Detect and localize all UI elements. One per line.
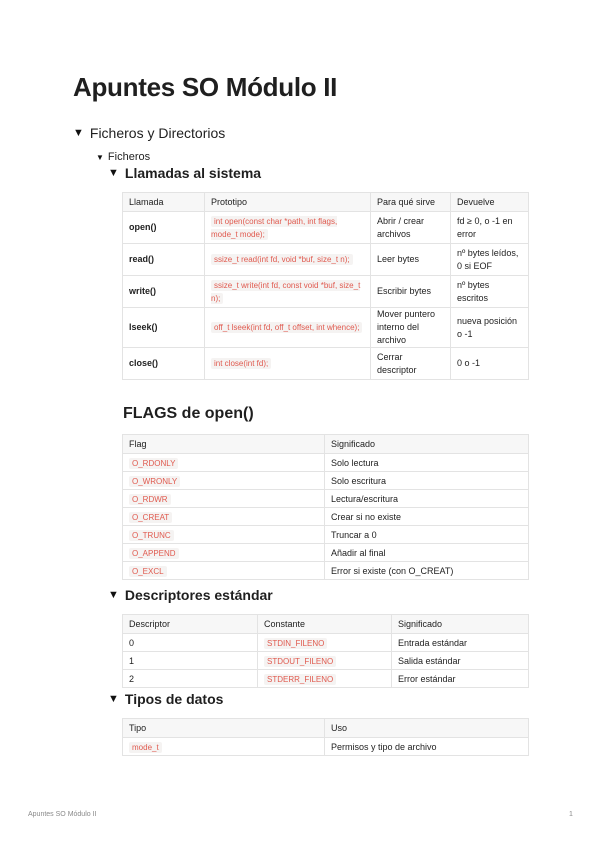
constant-code: STDOUT_FILENO <box>264 656 336 667</box>
descriptor-number: 2 <box>123 670 258 688</box>
purpose-text: Abrir / crear archivos <box>371 212 451 244</box>
column-header: Flag <box>123 435 325 454</box>
page-title: Apuntes SO Módulo II <box>73 72 338 102</box>
column-header: Prototipo <box>205 193 371 212</box>
descriptor-meaning: Entrada estándar <box>392 634 529 652</box>
type-code: mode_t <box>129 742 162 753</box>
call-name: read() <box>123 244 205 276</box>
syscalls-table <box>122 192 529 380</box>
table-header-row <box>123 435 529 454</box>
column-header: Uso <box>325 719 529 738</box>
type-use: Permisos y tipo de archivo <box>325 738 529 756</box>
purpose-text: Escribir bytes <box>371 276 451 308</box>
table-row <box>123 652 529 670</box>
flag-meaning: Error si existe (con O_CREAT) <box>325 562 529 580</box>
flag-code: O_EXCL <box>129 566 167 577</box>
call-name: open() <box>123 212 205 244</box>
descriptor-meaning: Salida estándar <box>392 652 529 670</box>
column-header: Para qué sirve <box>371 193 451 212</box>
types-table <box>122 718 529 756</box>
prototype-code: int close(int fd); <box>211 358 271 369</box>
flag-code: O_APPEND <box>129 548 179 559</box>
prototype-code: off_t lseek(int fd, off_t offset, int whence); <box>211 322 362 333</box>
flag-meaning: Truncar a 0 <box>325 526 529 544</box>
constant-code: STDERR_FILENO <box>264 674 336 685</box>
table-row <box>123 670 529 688</box>
flag-code: O_RDWR <box>129 494 171 505</box>
purpose-text: Leer bytes <box>371 244 451 276</box>
table-header-row <box>123 193 529 212</box>
return-text: nº bytes escritos <box>451 276 529 308</box>
toggle-llamadas[interactable] <box>108 165 261 181</box>
column-header: Significado <box>325 435 529 454</box>
return-text: nº bytes leídos, 0 si EOF <box>451 244 529 276</box>
flag-meaning: Lectura/escritura <box>325 490 529 508</box>
flag-meaning: Solo lectura <box>325 454 529 472</box>
triangle-down-icon[interactable]: ▼ <box>108 167 119 179</box>
table-row <box>123 472 529 490</box>
prototype-code: ssize_t write(int fd, const void *buf, size_t n); <box>211 280 361 303</box>
column-header: Tipo <box>123 719 325 738</box>
call-name: write() <box>123 276 205 308</box>
prototype-code: ssize_t read(int fd, void *buf, size_t n); <box>211 254 353 265</box>
purpose-text: Cerrar descriptor <box>371 348 451 380</box>
column-header: Llamada <box>123 193 205 212</box>
return-text: nueva posición o -1 <box>451 308 529 348</box>
constant-code: STDIN_FILENO <box>264 638 327 649</box>
column-header: Descriptor <box>123 615 258 634</box>
table-row <box>123 544 529 562</box>
section-heading: Descriptores estándar <box>124 587 273 603</box>
flag-code: O_WRONLY <box>129 476 180 487</box>
flags-heading: FLAGS de open() <box>123 405 254 422</box>
flag-code: O_RDONLY <box>129 458 178 469</box>
prototype-code: int open(const char *path, int flags, mode_t mode); <box>211 216 338 239</box>
purpose-text: Mover puntero interno del archivo <box>371 308 451 348</box>
descriptor-number: 1 <box>123 652 258 670</box>
return-text: 0 o -1 <box>451 348 529 380</box>
table-row <box>123 526 529 544</box>
descriptors-table <box>122 614 529 688</box>
table-row <box>123 276 529 308</box>
table-row <box>123 348 529 380</box>
table-header-row <box>123 615 529 634</box>
column-header: Devuelve <box>451 193 529 212</box>
table-row <box>123 490 529 508</box>
table-row <box>123 738 529 756</box>
table-row <box>123 508 529 526</box>
table-row <box>123 454 529 472</box>
column-header: Constante <box>258 615 392 634</box>
triangle-down-icon[interactable]: ▼ <box>108 589 119 601</box>
flag-code: O_CREAT <box>129 512 172 523</box>
table-row <box>123 244 529 276</box>
toggle-tipos[interactable] <box>108 691 223 707</box>
triangle-down-icon[interactable]: ▼ <box>73 127 84 139</box>
table-row <box>123 308 529 348</box>
flag-meaning: Añadir al final <box>325 544 529 562</box>
flag-meaning: Solo escritura <box>325 472 529 490</box>
call-name: lseek() <box>123 308 205 348</box>
toggle-descriptores[interactable] <box>108 587 273 603</box>
flag-code: O_TRUNC <box>129 530 174 541</box>
descriptor-meaning: Error estándar <box>392 670 529 688</box>
table-row <box>123 562 529 580</box>
return-text: fd ≥ 0, o -1 en error <box>451 212 529 244</box>
section-heading: Tipos de datos <box>124 691 224 707</box>
table-row <box>123 634 529 652</box>
toggle-label: Ficheros y Directorios <box>89 125 226 141</box>
call-name: close() <box>123 348 205 380</box>
descriptor-number: 0 <box>123 634 258 652</box>
triangle-down-icon[interactable]: ▼ <box>108 693 119 705</box>
flag-meaning: Crear si no existe <box>325 508 529 526</box>
toggle-files-dirs[interactable] <box>73 125 225 141</box>
table-header-row <box>123 719 529 738</box>
column-header: Significado <box>392 615 529 634</box>
section-heading: Llamadas al sistema <box>124 165 262 181</box>
table-row <box>123 212 529 244</box>
triangle-down-icon[interactable]: ▼ <box>96 152 104 162</box>
toggle-ficheros[interactable] <box>96 151 150 163</box>
toggle-label: Ficheros <box>107 151 151 163</box>
page-number: 1 <box>569 811 573 818</box>
flags-table <box>122 434 529 580</box>
footer-title: Apuntes SO Módulo II <box>28 811 97 818</box>
